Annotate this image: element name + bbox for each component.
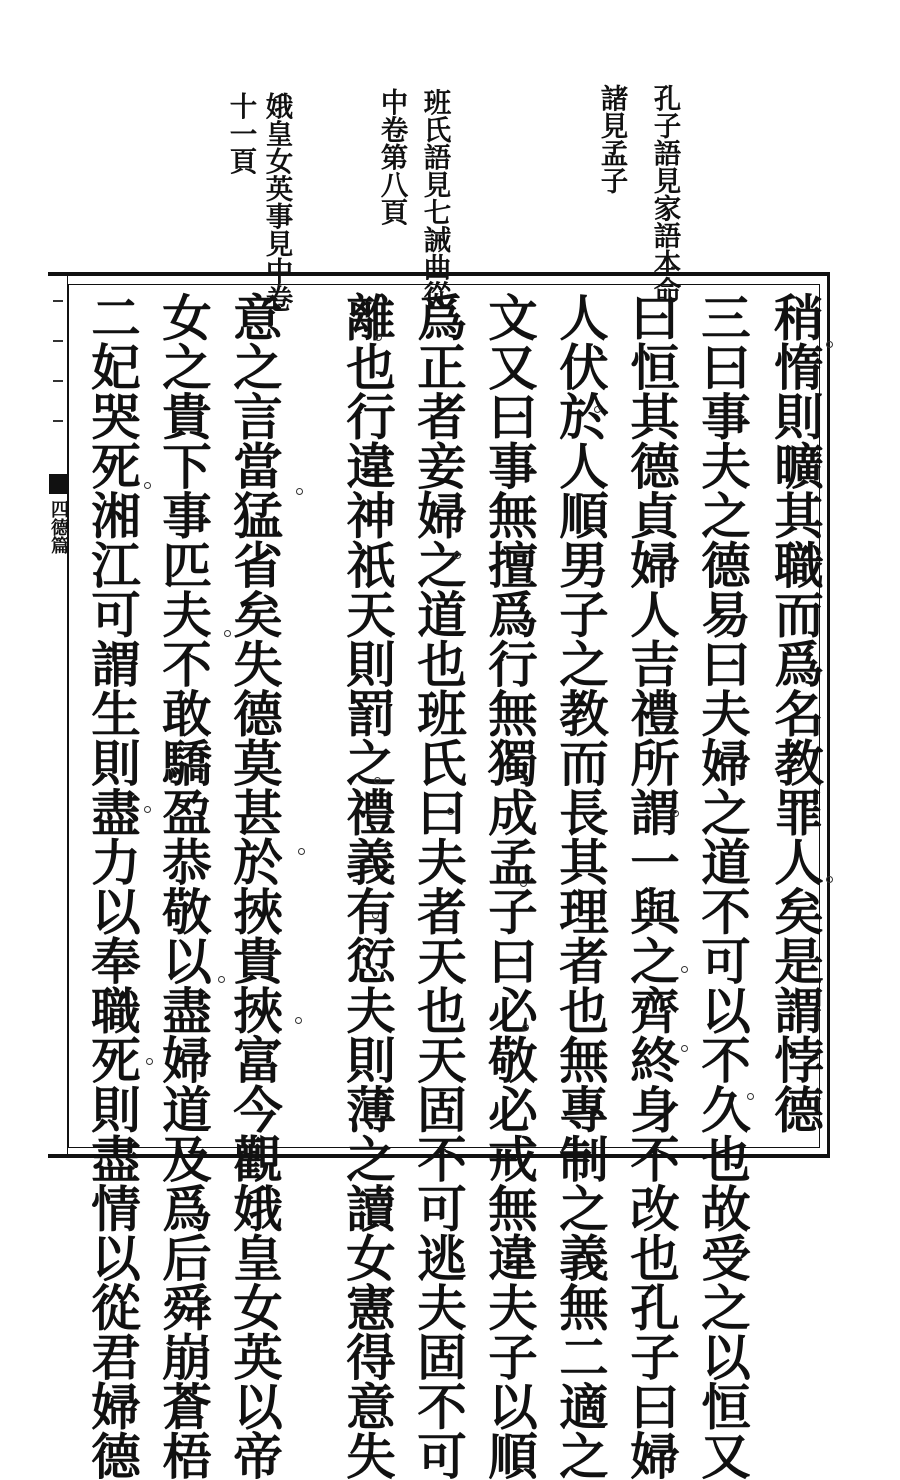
margin-chapter-label: 四德篇 [48,500,69,554]
punctuation-mark [374,777,381,784]
annotation-note-3: 班氏語見七誡曲從 [418,88,451,308]
punctuation-mark [146,1058,153,1065]
punctuation-mark [594,406,601,413]
body-column-8: 意之言當猛省矣失德莫甚於挾貴挾富今觀娥皇女英以帝 [225,292,284,1480]
punctuation-mark [375,334,382,341]
punctuation-mark [747,1093,754,1100]
body-column-2: 三曰事夫之德易曰夫婦之道不可以不久也故受之以恒又 [693,292,752,1480]
punctuation-mark [454,552,461,559]
punctuation-mark [372,912,379,919]
punctuation-mark [522,1024,529,1031]
annotation-note-6: 十一頁 [224,92,257,175]
annotation-note-5: 娥皇女英事見中卷 [260,92,293,312]
punctuation-mark [826,876,833,883]
punctuation-mark [295,1017,302,1024]
punctuation-mark [296,488,303,495]
body-column-7: 離也行違神祇天則罰之禮義有愆夫則薄之讀女憲得意失 [338,292,397,1480]
body-column-3: 曰恒其德貞婦人吉禮所謂一與之齊終身不改也孔子曰婦 [622,292,681,1480]
body-column-1: 稍惰則曠其職而爲名教罪人矣是謂悖德 [766,292,825,1134]
punctuation-mark [298,848,305,855]
punctuation-mark [144,806,151,813]
punctuation-mark [218,976,225,983]
annotation-note-1: 孔子語見家語本命 [648,84,681,304]
margin-ticks [50,300,66,470]
fish-tail-mark [49,474,68,494]
body-column-9: 女之貴下事匹夫不敢驕盈恭敬以盡婦道及爲后舜崩蒼梧 [154,292,213,1480]
punctuation-mark [224,630,231,637]
body-column-5: 文又曰事無擅爲行無獨成孟子曰必敬必戒無違夫子以順 [480,292,539,1480]
annotation-note-4: 中卷第八頁 [375,88,408,226]
punctuation-mark [144,482,151,489]
body-column-10: 二妃哭死湘江可謂生則盡力以奉職死則盡情以從君婦德 [83,292,142,1480]
punctuation-mark [681,966,688,973]
punctuation-mark [520,880,527,887]
punctuation-mark [681,1045,688,1052]
body-column-4: 人伏於人順男子之教而長其理者也無專制之義無二適之 [551,292,610,1480]
annotation-note-2: 諸見孟子 [595,84,628,194]
body-column-6: 爲正者妾婦之道也班氏曰夫者天也天固不可逃夫固不可 [409,292,468,1480]
punctuation-mark [672,810,679,817]
punctuation-mark [447,808,454,815]
punctuation-mark [596,1048,603,1055]
punctuation-mark [826,341,833,348]
